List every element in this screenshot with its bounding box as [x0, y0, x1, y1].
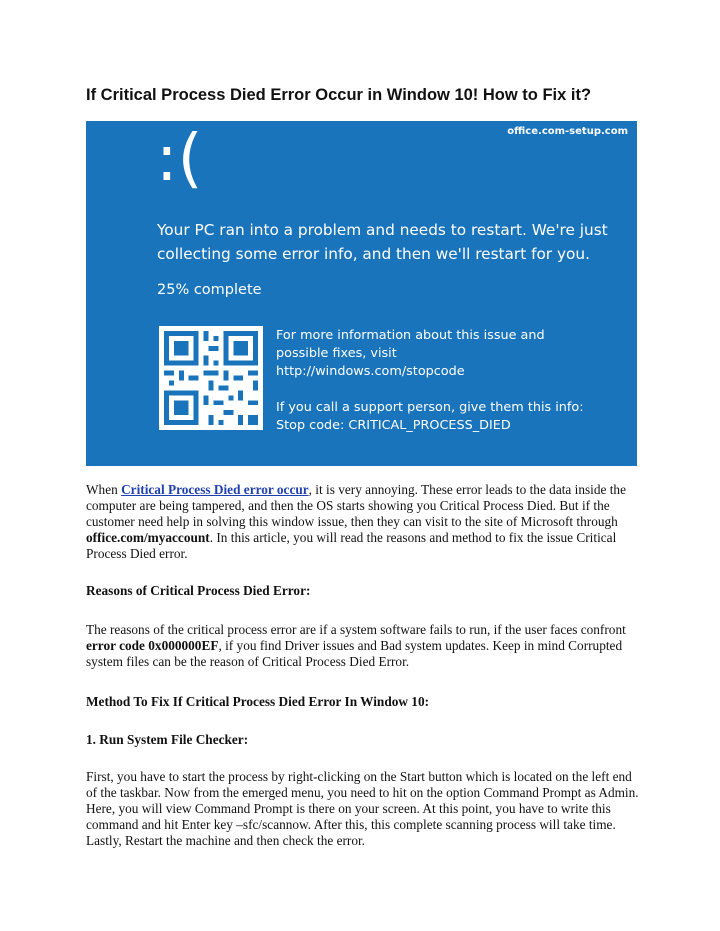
error-code-text: error code 0x000000EF	[86, 638, 219, 653]
reasons-paragraph	[86, 622, 646, 670]
reasons-prefix: The reasons of the critical process error are if a system software fails to run, if the user faces confront	[86, 622, 626, 637]
reasons-suffix: , if you find Driver issues and Bad system updates. Keep in mind Corrupted system files can be the reason of Critical Process Died Error.	[86, 638, 623, 669]
intro-text: , it is very annoying. These error leads to the data inside the computer are being tampered, and then the OS starts showing you Critical Process Died. But if the customer need help in solving this window issue, then they can visit to the site of Microsoft through	[86, 482, 626, 529]
bsod-progress-text: 25% complete	[157, 282, 262, 298]
bsod-info-line: possible fixes, visit	[276, 346, 397, 361]
critical-process-died-link[interactable]: Critical Process Died error occur	[121, 482, 309, 497]
intro-suffix: . In this article, you will read the reasons and method to fix the issue Critical Process Died error.	[86, 530, 617, 561]
bsod-stop-code: Stop code: CRITICAL_PROCESS_DIED	[276, 418, 511, 433]
intro-prefix: When	[86, 482, 122, 497]
step1-paragraph: First, you have to start the process by right-clicking on the Start button which is located on the left end of the taskbar. Now from the emerged menu, you need to hit on the option Command Prompt as Admin. Here, you will view Command Prompt is there on your screen. At this point, you have to write this command and hit Enter key –sfc/scannow. After this, this complete scanning process will take time. Lastly, Restart the machine and then check the error.	[86, 769, 639, 848]
bsod-support-line: If you call a support person, give them this info:	[276, 400, 584, 415]
spacer	[276, 381, 584, 399]
qr-code-icon	[159, 326, 263, 430]
reasons-heading: Reasons of Critical Process Died Error:	[86, 583, 311, 598]
bsod-info	[276, 327, 584, 435]
bsod-message	[157, 218, 608, 266]
bsod-message-line: collecting some error info, and then we'll restart for you.	[157, 245, 590, 263]
step1-heading: 1. Run System File Checker:	[86, 732, 249, 747]
watermark-text: office.com-setup.com	[507, 126, 628, 137]
sad-face-icon: :(	[156, 122, 203, 196]
intro-paragraph	[86, 482, 646, 562]
bsod-info-line: For more information about this issue and	[276, 328, 545, 343]
method-heading: Method To Fix If Critical Process Died Error In Window 10:	[86, 694, 430, 709]
bsod-stopcode-url: http://windows.com/stopcode	[276, 364, 465, 379]
office-site-text: office.com/myaccount	[86, 530, 210, 545]
article-title: If Critical Process Died Error Occur in Window 10! How to Fix it?	[86, 86, 592, 104]
bsod-screenshot	[86, 121, 637, 466]
bsod-message-line: Your PC ran into a problem and needs to restart. We're just	[157, 221, 608, 239]
